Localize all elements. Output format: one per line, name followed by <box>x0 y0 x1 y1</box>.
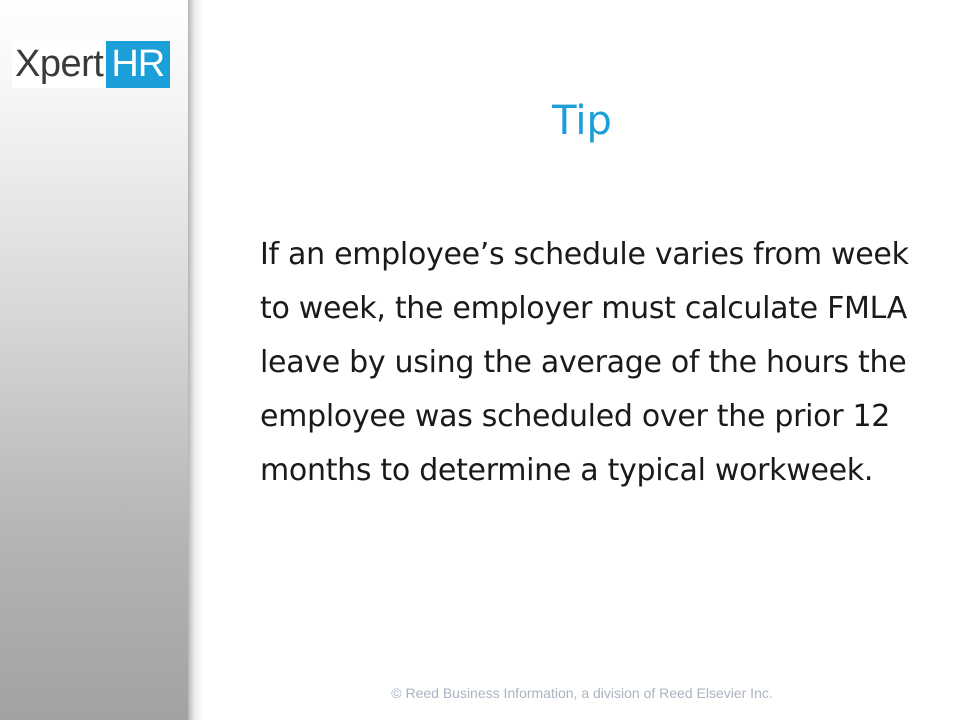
sidebar-shadow <box>188 0 204 720</box>
logo-text-xpert: Xpert <box>12 41 106 88</box>
sidebar-panel <box>0 0 188 720</box>
logo-text-hr: HR <box>106 41 170 88</box>
copyright-footer: © Reed Business Information, a division of Reed Elsevier Inc. <box>391 685 773 701</box>
xperthr-logo <box>12 41 170 88</box>
slide-title: Tip <box>552 98 612 144</box>
slide-body-text: If an employee’s schedule varies from week to week, the employer must calculate FMLA leave by using the average of the hours the employee was scheduled over the prior 12 months to determine a typical workweek. <box>260 237 909 488</box>
